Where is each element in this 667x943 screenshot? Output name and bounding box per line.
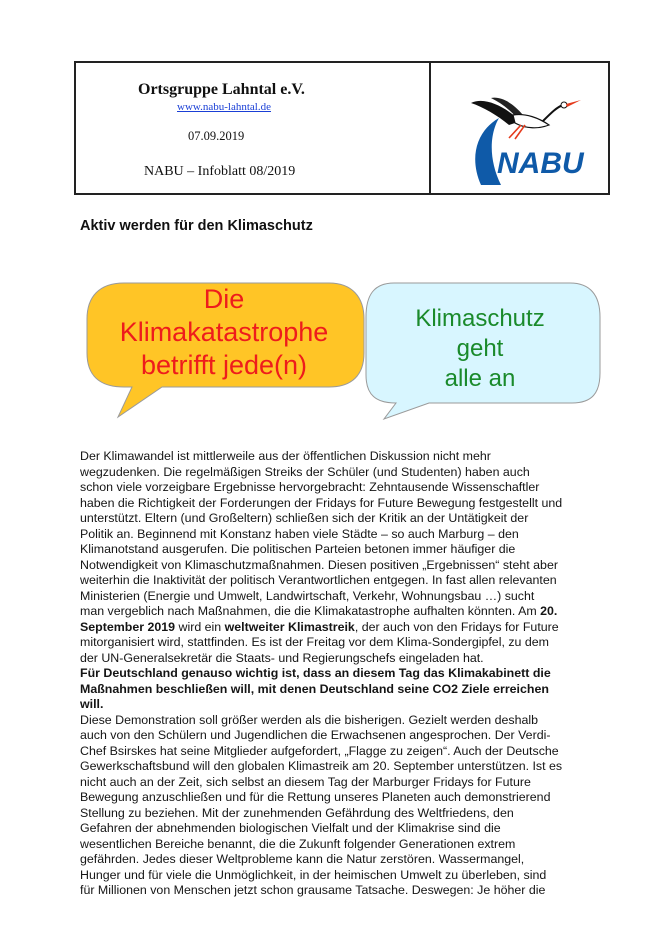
body-line: Der Klimawandel ist mittlerweile aus der öffentlichen Diskussion nicht mehr [80, 449, 491, 463]
body-line: weiterhin die Inaktivität der politisch Verantwortlichen entgegen. In fast allen relevanten [80, 573, 557, 587]
body-line: der UN-Generalsekretär die Staats- und Regierungschefs eingeladen hat. [80, 650, 484, 665]
speech-bubble-left [87, 283, 364, 417]
body-line: für Millionen von Menschen jetzt schon grausame Tatsache. Deswegen: Je höher die [80, 883, 546, 897]
date-highlight: September 2019 [80, 619, 176, 634]
body-line: Klimanotstand ausgerufen. Die politischen Parteien betonen immer häufiger die [80, 542, 516, 556]
body-line: haben die Richtigkeit der Forderungen der Fridays for Future Bewegung festgestellt und [80, 495, 563, 510]
body-line: Chef Bsirskes hat seine Mitglieder aufgefordert, „Flagge zu zeigen“. Auch der Deutsche [80, 743, 559, 758]
body-line: nicht auch an der Zeit, sich selbst an diesem Tag der Marburger Fridays for Future [80, 774, 531, 789]
climate-strike-highlight: weltweiter Klimastreik [224, 619, 355, 634]
body-line: gefährden. Jedes dieser Weltprobleme kann die Natur zerstören. Wassermangel, [80, 852, 525, 866]
body-line: wegzudenken. Die regelmäßigen Streiks der Schüler (und Studenten) haben auch [80, 464, 530, 479]
header-box [74, 61, 610, 195]
body-line: Notwendigkeit von Klimaschutzmaßnahmen. Diesen positiven „Ergebnissen“ steht aber [80, 557, 558, 572]
right-bubble-line-3: alle an [444, 365, 516, 392]
body-line: Diese Demonstration soll größer werden als die bisherigen. Gezielt werden deshalb [80, 712, 538, 727]
body-line: auch von den Schülern und Jugendlichen die Erwachsenen angesprochen. Der Verdi- [80, 728, 551, 742]
body-text-span: , der auch von den Fridays for Future [354, 619, 559, 634]
body-line [80, 604, 600, 620]
bold-text: Maßnahmen beschließen will, mit denen Deutschland seine CO2 Ziele erreichen [80, 681, 549, 696]
body-text-span: wird ein [175, 619, 225, 634]
body-line: Gefahren der abnehmenden biologischen Vielfalt und der Klimakrise sind die [80, 821, 501, 835]
speech-bubbles-graphic [84, 277, 604, 427]
logo-text: NABU [497, 147, 584, 180]
body-line: wesentlichen Bereiche benannt, die die Zukunft folgender Generationen extrem [80, 836, 516, 851]
body-line: Stellung zu beziehen. Mit der zunehmenden Gefährdung des Weltfriedens, den [80, 805, 514, 820]
body-line: mitorganisiert wird, stattfinden. Es ist der Freitag vor dem Klima-Sondergipfel, zu dem [80, 635, 549, 649]
org-name: Ortsgruppe Lahntal e.V. [138, 81, 305, 98]
right-bubble-line-2: geht [456, 335, 504, 362]
body-line: Hunger und für viele die Unmöglichkeit, in der heimischen Umwelt zu überleben, sind [80, 867, 547, 882]
website-link[interactable]: www.nabu-lahntal.de [177, 101, 271, 113]
body-line [80, 620, 600, 636]
header-date: 07.09.2019 [188, 129, 245, 143]
infoblatt-title: NABU – Infoblatt 08/2019 [144, 164, 296, 179]
body-line: Bewegung anzuschließen und für die Rettung unseres Planeten auch demonstrierend [80, 790, 551, 804]
body-line: Politik an. Beginnend mit Konstanz haben viele Städte – so auch Marburg – den [80, 526, 519, 541]
left-bubble-line-3: betrifft jede(n) [140, 350, 308, 380]
right-bubble-line-1: Klimaschutz [415, 305, 545, 332]
body-line: unterstützt. Eltern (und Großeltern) schließen sich der Kritik an der Untätigkeit der [80, 511, 529, 525]
header-info-panel [76, 63, 431, 193]
left-bubble-line-2: Klimakatastrophe [119, 317, 329, 347]
article-body [80, 449, 600, 899]
body-line-bold [80, 697, 600, 713]
bold-text: will. [80, 697, 104, 711]
nabu-logo [431, 63, 610, 193]
body-line: Gewerkschaftsbund will den globalen Klimastreik am 20. September unterstützen. Ist es [80, 759, 563, 773]
article-title: Aktiv werden für den Klimaschutz [80, 218, 313, 234]
bold-text: Für Deutschland genauso wichtig ist, dass an diesem Tag das Klimakabinett die [80, 666, 551, 680]
body-text-span: man vergeblich nach Maßnahmen, die die Klimakatastrophe aufhalten könnten. Am [80, 604, 541, 618]
body-line-bold [80, 682, 600, 698]
body-line-bold [80, 666, 600, 682]
date-highlight: 20. [540, 604, 558, 618]
body-line: Ministerien (Energie und Umwelt, Landwirtschaft, Verkehr, Wohnungsbau …) sucht [80, 588, 535, 603]
left-bubble-line-1: Die [203, 284, 245, 314]
speech-bubble-right [366, 283, 600, 419]
body-line: schon viele vorzeigbare Ergebnisse hervorgebracht: Zehntausende Wissenschaftler [80, 480, 540, 494]
